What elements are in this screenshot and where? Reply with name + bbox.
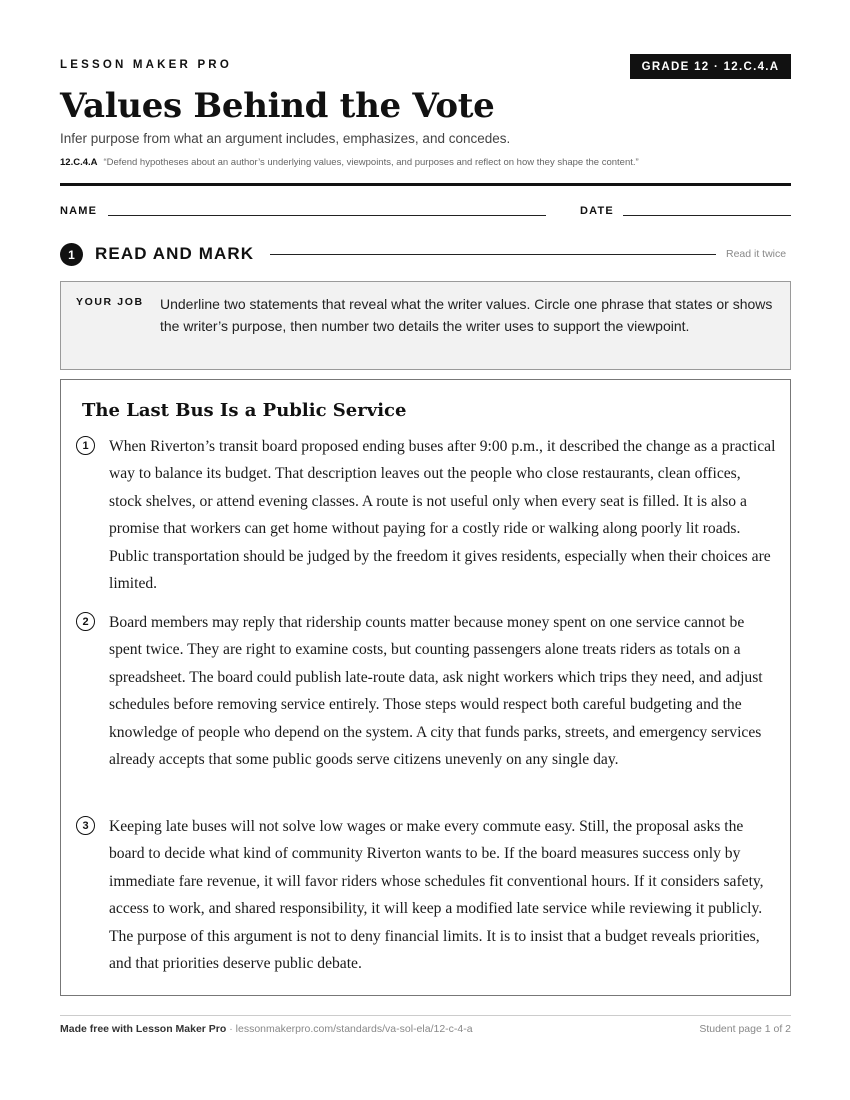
instructions-text: Underline two statements that reveal what the writer values. Circle one phrase that states or shows the writer’s purpose, then number two details the writer uses to support the viewpoint.: [160, 296, 773, 334]
date-label: DATE: [580, 205, 614, 217]
section-divider: [270, 254, 716, 255]
header-divider: [60, 183, 791, 186]
passage-title: The Last Bus Is a Public Service: [82, 400, 407, 421]
paragraph-number: 2: [76, 612, 95, 631]
footer-made-with: Made free with Lesson Maker Pro: [60, 1023, 227, 1035]
standard-code: 12.C.4.A: [60, 157, 98, 168]
paragraph-3: Keeping late buses will not solve low wages or make every commute easy. Still, the proposal asks the board to decide what kind of community Riverton wants to be. If the board measures success only by immediate fare revenue, it will favor riders whose schedules fit conventional hours. If it considers safety, access to work, and shared responsibility, it will keep a modified late service while reviewing it publicly. The purpose of this argument is not to deny financial limits. It is to insist that a budget reveals priorities, and that priorities deserve public debate.: [109, 818, 764, 973]
paragraph-number: 3: [76, 816, 95, 835]
name-label: NAME: [60, 205, 98, 217]
paragraph-1: When Riverton’s transit board proposed ending buses after 9:00 p.m., it described the change as a practical way to balance its budget. That description leaves out the people who close restaurants, clean offices, stock shelves, or attend evening classes. A route is not useful only when every seat is filled. It is also a promise that workers can get home without paying for a costly ride or walking along poorly lit roads. Public transportation should be judged by the freedom it gives residents, especially when their choices are limited.: [109, 438, 776, 593]
section-title: READ AND MARK: [95, 244, 255, 263]
standard-text: “Defend hypotheses about an author’s underlying values, viewpoints, and purposes and reflect on how they shape the content.”: [103, 157, 639, 168]
instructions-label: YOUR JOB: [76, 296, 144, 308]
passage-box: [60, 379, 791, 996]
instructions-box: [60, 281, 791, 370]
standard-line: [60, 157, 639, 168]
footer-separator: ·: [226, 1023, 236, 1035]
date-field[interactable]: [623, 215, 791, 216]
footer-url-link[interactable]: lessonmakerpro.com/standards/va-sol-ela/12-c-4-a: [235, 1023, 473, 1035]
footer-credit: [60, 1023, 473, 1035]
name-field[interactable]: [108, 215, 546, 216]
section-number-badge: 1: [60, 243, 83, 266]
section-note: Read it twice: [726, 248, 787, 260]
page-title: Values Behind the Vote: [60, 86, 495, 126]
page-indicator: Student page 1 of 2: [699, 1023, 791, 1035]
grade-badge: GRADE 12 · 12.C.4.A: [630, 54, 791, 79]
brand-name: LESSON MAKER PRO: [60, 59, 232, 71]
page-subtitle: Infer purpose from what an argument includes, emphasizes, and concedes.: [60, 131, 511, 146]
paragraph-number: 1: [76, 436, 95, 455]
footer-divider: [60, 1015, 791, 1016]
paragraph-2: Board members may reply that ridership counts matter because money spent on one service cannot be spent twice. They are right to examine costs, but counting passengers alone treats riders as totals on a spreadsheet. The board could publish late-route data, ask night workers which trips they need, and adjust schedules before removing service entirely. Those steps would respect both careful budgeting and the knowledge of people who depend on the system. A city that funds parks, streets, and emergency services already accepts that some public goods serve citizens unevenly on any single day.: [109, 614, 763, 769]
